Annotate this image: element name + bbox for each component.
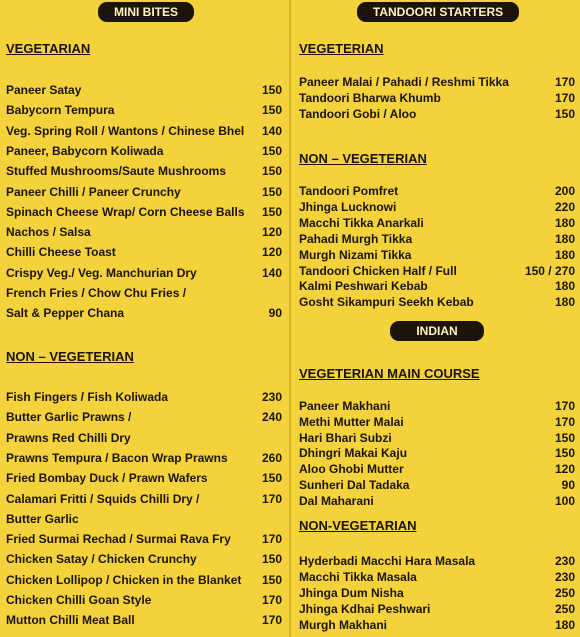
menu-item-name: Murgh Makhani bbox=[299, 618, 388, 632]
menu-item-name: Paneer Malai / Pahadi / Reshmi Tikka bbox=[299, 75, 509, 89]
menu-item-name: Jhinga Dum Nisha bbox=[299, 586, 404, 600]
menu-item-name: Prawns Red Chilli Dry bbox=[6, 430, 131, 445]
menu-item-name: Gosht Sikampuri Seekh Kebab bbox=[299, 295, 474, 310]
menu-item-name: Paneer, Babycorn Koliwada bbox=[6, 143, 164, 158]
menu-item-name: Tandoori Pomfret bbox=[299, 184, 399, 198]
menu-item-price: 220 bbox=[554, 199, 575, 214]
menu-item-price: 90 bbox=[561, 478, 575, 492]
menu-item-name: Dal Maharani bbox=[299, 493, 374, 508]
menu-item-name: Calamari Fritti / Squids Chilli Dry / bbox=[6, 491, 200, 506]
menu-item-price: 150 / 270 bbox=[524, 263, 575, 278]
indian-veg-heading: VEGETERIAN MAIN COURSE bbox=[299, 366, 480, 381]
menu-item-price: 230 bbox=[554, 570, 575, 584]
tandoori-title: TANDOORI STARTERS bbox=[357, 2, 519, 22]
menu-item-name: Macchi Tikka Masala bbox=[299, 570, 417, 584]
mini-bites-nonveg-heading: NON – VEGETERIAN bbox=[6, 349, 134, 364]
menu-item-name: Butter Garlic bbox=[6, 511, 79, 526]
menu-item-price: 150 bbox=[261, 184, 282, 199]
menu-item-name: Sunheri Dal Tadaka bbox=[299, 478, 410, 492]
menu-item-name: Dhingri Makai Kaju bbox=[299, 446, 408, 461]
menu-item-name: Crispy Veg./ Veg. Manchurian Dry bbox=[6, 265, 197, 280]
menu-item-price: 120 bbox=[261, 245, 282, 260]
tandoori-veg-heading: VEGETERIAN bbox=[299, 41, 384, 56]
menu-item-price: 150 bbox=[261, 103, 282, 118]
menu-item-name: Paneer Satay bbox=[6, 83, 82, 97]
menu-item-name: Stuffed Mushrooms/Saute Mushrooms bbox=[6, 164, 227, 179]
menu-item-price: 230 bbox=[261, 390, 282, 404]
menu-item-name: Fried Surmai Rechad / Surmai Rava Fry bbox=[6, 532, 231, 547]
menu-item-name: Prawns Tempura / Bacon Wrap Prawns bbox=[6, 450, 228, 465]
menu-item-name: Mutton Chilli Meat Ball bbox=[6, 613, 135, 628]
menu-item-price: 150 bbox=[554, 430, 575, 445]
menu-item-name: Tandoori Bharwa Khumb bbox=[299, 91, 441, 106]
menu-item-price: 150 bbox=[261, 83, 282, 97]
menu-item-name: Salt & Pepper Chana bbox=[6, 306, 125, 321]
menu-item-name: Chicken Chilli Goan Style bbox=[6, 593, 152, 607]
menu-item-price: 170 bbox=[261, 491, 282, 506]
menu-item-name: Jhinga Kdhai Peshwari bbox=[299, 602, 431, 616]
menu-item-price: 150 bbox=[554, 446, 575, 461]
menu-item-name: Paneer Makhani bbox=[299, 399, 391, 413]
menu-item-name: Nachos / Salsa bbox=[6, 225, 91, 240]
menu-item-name: Veg. Spring Roll / Wantons / Chinese Bhel bbox=[6, 123, 245, 138]
mini-bites-veg-heading: VEGETARIAN bbox=[6, 41, 91, 56]
menu-item-name: Aloo Ghobi Mutter bbox=[299, 462, 404, 477]
menu-item-name: Chilli Cheese Toast bbox=[6, 245, 116, 260]
menu-item-name: Fish Fingers / Fish Koliwada bbox=[6, 390, 169, 404]
menu-item-name: Tandoori Gobi / Aloo bbox=[299, 107, 417, 122]
indian-nonveg-heading: NON-VEGETARIAN bbox=[299, 518, 417, 533]
menu-item-name: Hyderbadi Macchi Hara Masala bbox=[299, 554, 476, 568]
menu-item-price: 120 bbox=[261, 225, 282, 240]
menu-item-price: 150 bbox=[261, 143, 282, 158]
menu-item-name: Tandoori Chicken Half / Full bbox=[299, 263, 457, 278]
menu-item-price: 230 bbox=[554, 554, 575, 568]
menu-item-price: 150 bbox=[261, 204, 282, 219]
menu-item-price: 180 bbox=[554, 231, 575, 246]
menu-item-price: 150 bbox=[261, 572, 282, 587]
menu-item-price: 200 bbox=[554, 184, 575, 198]
menu-item-price: 170 bbox=[261, 532, 282, 547]
mini-bites-title: MINI BITES bbox=[98, 2, 194, 22]
menu-item-name: Spinach Cheese Wrap/ Corn Cheese Balls bbox=[6, 204, 245, 219]
menu-item-price: 150 bbox=[554, 107, 575, 122]
menu-item-name: Chicken Satay / Chicken Crunchy bbox=[6, 552, 197, 567]
indian-title: INDIAN bbox=[390, 321, 484, 341]
menu-item-price: 90 bbox=[268, 306, 282, 321]
menu-item-price: 170 bbox=[554, 399, 575, 413]
menu-item-price: 180 bbox=[554, 215, 575, 230]
menu-item-price: 170 bbox=[554, 414, 575, 429]
menu-item-price: 140 bbox=[261, 265, 282, 280]
menu-item-price: 150 bbox=[261, 552, 282, 567]
column-divider bbox=[289, 0, 291, 637]
menu-item-price: 250 bbox=[554, 586, 575, 600]
menu-item-name: Jhinga Lucknowi bbox=[299, 199, 397, 214]
menu-item-name: Babycorn Tempura bbox=[6, 103, 115, 118]
menu-item-price: 180 bbox=[554, 618, 575, 632]
menu-item-price: 170 bbox=[261, 613, 282, 628]
menu-item-name: Hari Bhari Subzi bbox=[299, 430, 392, 445]
menu-item-price: 250 bbox=[554, 602, 575, 616]
tandoori-nonveg-heading: NON – VEGETERIAN bbox=[299, 151, 427, 166]
menu-item-price: 260 bbox=[261, 450, 282, 465]
menu-item-name: Kalmi Peshwari Kebab bbox=[299, 279, 428, 294]
menu-item-price: 180 bbox=[554, 279, 575, 294]
menu-item-price: 240 bbox=[261, 410, 282, 425]
menu-item-name: Butter Garlic Prawns / bbox=[6, 410, 132, 425]
menu-item-price: 150 bbox=[261, 164, 282, 179]
menu-item-name: Macchi Tikka Anarkali bbox=[299, 215, 424, 230]
menu-item-price: 120 bbox=[554, 462, 575, 477]
menu-item-price: 170 bbox=[554, 75, 575, 89]
menu-item-name: French Fries / Chow Chu Fries / bbox=[6, 286, 187, 300]
menu-item-price: 180 bbox=[554, 247, 575, 262]
menu-item-name: Murgh Nizami Tikka bbox=[299, 247, 412, 262]
menu-item-price: 170 bbox=[261, 593, 282, 607]
menu-item-price: 100 bbox=[554, 493, 575, 508]
menu-item-name: Paneer Chilli / Paneer Crunchy bbox=[6, 184, 181, 199]
menu-item-price: 170 bbox=[554, 91, 575, 106]
menu-item-name: Fried Bombay Duck / Prawn Wafers bbox=[6, 471, 208, 486]
menu-item-name: Methi Mutter Malai bbox=[299, 414, 404, 429]
menu-item-price: 180 bbox=[554, 295, 575, 310]
menu-item-name: Chicken Lollipop / Chicken in the Blanket bbox=[6, 572, 242, 587]
menu-item-price: 140 bbox=[261, 123, 282, 138]
menu-item-price: 150 bbox=[261, 471, 282, 486]
menu-item-name: Pahadi Murgh Tikka bbox=[299, 231, 413, 246]
